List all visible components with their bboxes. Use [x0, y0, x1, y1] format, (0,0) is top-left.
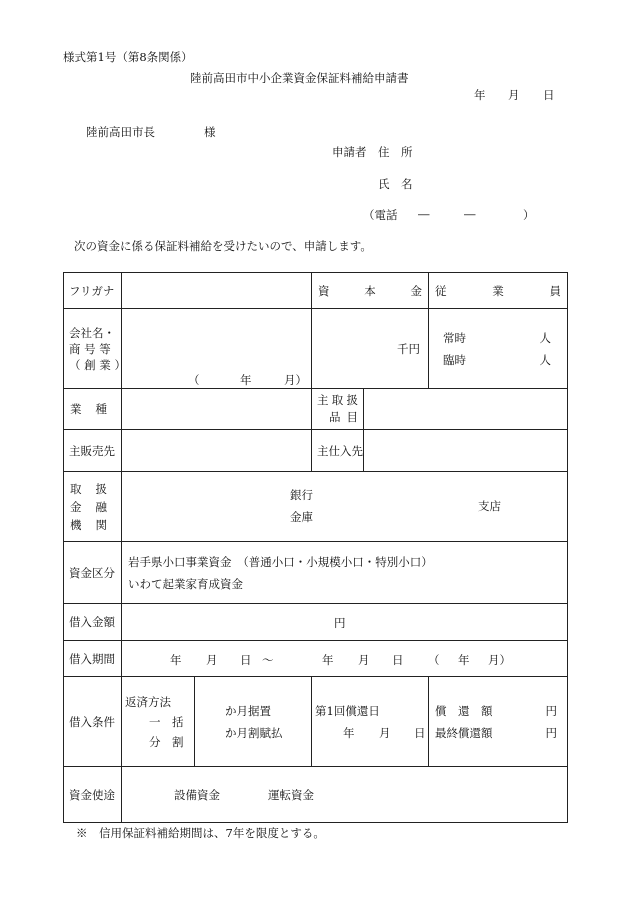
- date-day-label: 日: [543, 88, 555, 102]
- date-month-label: 月: [508, 88, 520, 102]
- loan-amount-yen: 円: [334, 616, 346, 630]
- industry-input[interactable]: [122, 389, 312, 430]
- applicant-name-label: 氏 名: [378, 177, 413, 191]
- row-loan-period: [64, 641, 568, 677]
- founding-month-label: 月）: [284, 373, 307, 387]
- form-number: 様式第1号（第8条関係）: [63, 50, 193, 64]
- industry-label: 業 種: [70, 402, 107, 416]
- regular-unit: 人: [539, 330, 552, 345]
- applicant-address-label: 住 所: [378, 145, 413, 159]
- period-start-year: 年: [170, 652, 182, 667]
- row-furigana: [64, 273, 568, 309]
- main-products-input[interactable]: [364, 389, 568, 430]
- applicant-label: 申請者: [332, 145, 367, 159]
- furigana-label: フリガナ: [69, 283, 115, 298]
- lump-sum-option[interactable]: 一 括: [149, 714, 184, 729]
- period-start-day: 日: [240, 652, 252, 667]
- capital-label: 資 本 金: [318, 283, 423, 298]
- furigana-input[interactable]: [122, 273, 312, 309]
- fund-option-small-business[interactable]: 岩手県小口事業資金 （普通小口・小規模小口・特別小口）: [128, 554, 433, 569]
- phone-open: （電話: [363, 208, 398, 222]
- employees-label: 従 業 員: [435, 283, 562, 298]
- financial-institution-input[interactable]: [122, 472, 568, 542]
- loan-period-label: 借入期間: [69, 651, 115, 666]
- row-loan-terms: [64, 677, 568, 767]
- row-company: [64, 309, 568, 389]
- capital-input[interactable]: [312, 309, 429, 389]
- loan-amount-label: 借入金額: [69, 615, 115, 629]
- first-repayment-day: 日: [414, 725, 426, 740]
- main-sales-label: 主販売先: [69, 443, 115, 458]
- application-form-table: [63, 272, 568, 823]
- founding-year-label: 年: [240, 373, 252, 387]
- period-paren-close: 月）: [488, 652, 511, 667]
- addressee-name: 陸前高田市長: [86, 125, 155, 139]
- fund-option-entrepreneur[interactable]: いわて起業家育成資金: [128, 576, 243, 591]
- loan-period-input[interactable]: [122, 641, 568, 677]
- repayment-amount-yen: 円: [545, 703, 558, 718]
- loan-amount-input[interactable]: [122, 604, 568, 641]
- financial-institution-label: 取 扱 金 融 機 関: [70, 481, 107, 532]
- first-repayment-year: 年: [343, 725, 355, 740]
- addressee-suffix: 様: [204, 125, 216, 139]
- first-repayment-label: 第1回償還日: [315, 703, 380, 718]
- regular-label: 常時: [443, 330, 467, 345]
- bank-label: 銀行: [290, 487, 313, 502]
- equipment-fund-option[interactable]: 設備資金: [174, 787, 220, 802]
- temporary-unit: 人: [539, 352, 552, 367]
- period-end-month: 月: [358, 652, 370, 667]
- period-total-year: 年: [458, 652, 470, 667]
- repayment-amount-label: 償 還 額: [435, 703, 493, 718]
- installment-months-label: か月割賦払: [225, 725, 283, 740]
- period-start-month: 月: [206, 652, 218, 667]
- period-paren-open: （: [428, 652, 440, 667]
- row-financial-institution: [64, 472, 568, 542]
- founding-open: （: [188, 373, 200, 387]
- branch-label: 支店: [478, 498, 501, 513]
- installment-option[interactable]: 分 割: [149, 734, 184, 749]
- company-label: 会社名・ 商 号 等 （ 創 業 ）: [69, 325, 126, 372]
- main-supplier-input[interactable]: [364, 430, 568, 472]
- final-repayment-label: 最終償還額: [435, 725, 493, 740]
- shinkin-label: 金庫: [290, 509, 313, 524]
- repayment-method-label: 返済方法: [125, 694, 171, 709]
- row-trade-partners: [64, 430, 568, 472]
- main-products-label: 主 取 扱 品 目: [317, 393, 359, 424]
- working-fund-option[interactable]: 運転資金: [268, 787, 314, 802]
- intro-text: 次の資金に係る保証料補給を受けたいので、申請します。: [74, 239, 372, 253]
- loan-terms-label: 借入条件: [69, 714, 115, 729]
- first-repayment-month: 月: [379, 725, 391, 740]
- form-title: 陸前高田市中小企業資金保証料補給申請書: [190, 71, 409, 85]
- row-fund-category: [64, 542, 568, 604]
- company-name-input[interactable]: [122, 309, 312, 389]
- main-sales-input[interactable]: [122, 430, 312, 472]
- row-industry: [64, 389, 568, 430]
- row-fund-use: [64, 767, 568, 823]
- thousand-yen-unit: 千円: [397, 341, 421, 356]
- footnote: ※ 信用保証料補給期間は、7年を限度とする。: [76, 826, 325, 840]
- employees-input[interactable]: [429, 309, 568, 389]
- row-loan-amount: [64, 604, 568, 641]
- final-repayment-yen: 円: [545, 725, 558, 740]
- phone-close: ）: [523, 208, 535, 222]
- fund-category-label: 資金区分: [69, 565, 115, 580]
- phone-dash-2: ―: [464, 207, 476, 221]
- temporary-label: 臨時: [443, 352, 467, 367]
- fund-use-label: 資金使途: [69, 787, 115, 802]
- main-supplier-label: 主仕入先: [317, 443, 364, 458]
- grace-months-label: か月据置: [225, 703, 271, 718]
- date-year-label: 年: [474, 88, 486, 102]
- phone-dash-1: ―: [418, 207, 430, 221]
- period-end-year: 年: [322, 652, 334, 667]
- period-tilde: ～: [262, 652, 274, 667]
- period-end-day: 日: [392, 652, 404, 667]
